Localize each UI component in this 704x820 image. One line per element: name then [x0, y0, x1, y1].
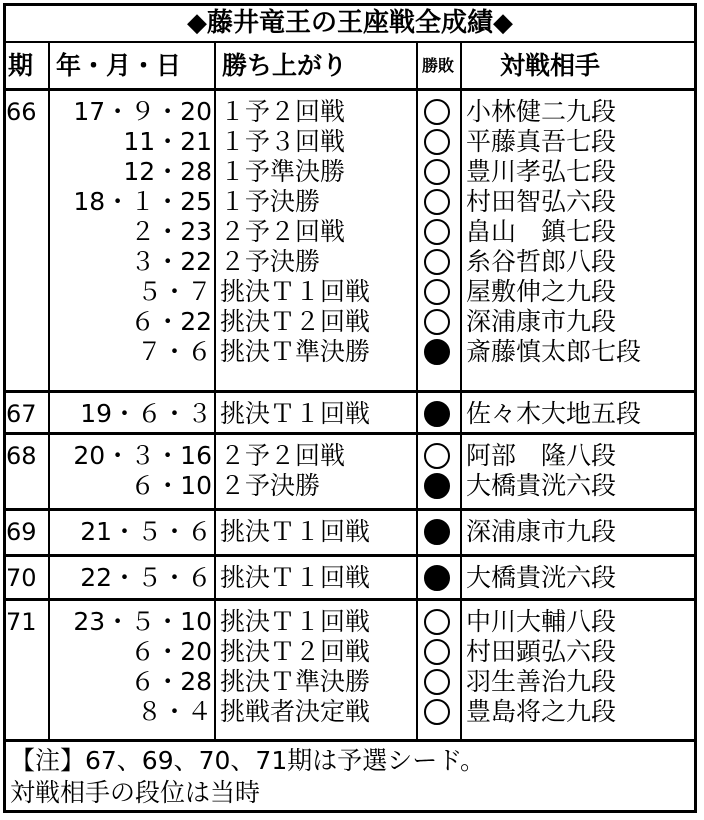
- row-stage: 挑決Ｔ２回戦: [220, 637, 371, 666]
- header-date: 年・月・日: [56, 51, 182, 80]
- row-opponent: 村田顕弘六段: [466, 637, 617, 666]
- row-opponent: 屋敷伸之九段: [466, 277, 617, 306]
- row-date: ６・10: [130, 471, 212, 500]
- row-opponent: 糸谷哲郎八段: [466, 247, 617, 276]
- loss-mark-icon: [424, 565, 450, 591]
- win-mark-icon: [424, 609, 450, 635]
- row-date: ２・23: [130, 217, 212, 246]
- group-divider: [3, 432, 697, 435]
- row-stage: 挑決Ｔ準決勝: [220, 667, 371, 696]
- footnote-line-1: 【注】67、69、70、71期は予選シード。: [10, 746, 485, 775]
- header-divider: [3, 88, 697, 91]
- header-period: 期: [8, 51, 34, 80]
- row-opponent: 豊島将之九段: [466, 697, 617, 726]
- row-date: 17・９・20: [73, 97, 212, 126]
- row-stage: 挑決Ｔ１回戦: [220, 517, 371, 546]
- loss-mark-icon: [424, 519, 450, 545]
- header-result: 勝敗: [421, 56, 454, 75]
- row-opponent: 大橋貴洸六段: [466, 563, 617, 592]
- row-date: ５・７: [136, 277, 212, 306]
- win-mark-icon: [424, 309, 450, 335]
- row-stage: ２予２回戦: [220, 441, 346, 470]
- win-mark-icon: [424, 129, 450, 155]
- row-date: ７・６: [136, 337, 212, 366]
- footnote-line-2: 対戦相手の段位は当時: [10, 778, 261, 807]
- row-opponent: 羽生善治九段: [466, 667, 617, 696]
- group-divider: [3, 508, 697, 511]
- row-stage: 挑戦者決定戦: [220, 697, 371, 726]
- loss-mark-icon: [424, 401, 450, 427]
- win-mark-icon: [424, 159, 450, 185]
- row-date: ６・22: [130, 307, 212, 336]
- row-date: ６・28: [130, 667, 212, 696]
- row-opponent: 深浦康市九段: [466, 307, 617, 336]
- row-stage: ２予２回戦: [220, 217, 346, 246]
- header-opponent: 対戦相手: [500, 51, 601, 80]
- row-period: 66: [6, 98, 37, 126]
- row-period: 68: [6, 442, 37, 470]
- row-stage: 挑決Ｔ１回戦: [220, 399, 371, 428]
- row-stage: １予３回戦: [220, 127, 346, 156]
- row-stage: 挑決Ｔ１回戦: [220, 607, 371, 636]
- group-divider: [3, 554, 697, 557]
- win-mark-icon: [424, 99, 450, 125]
- row-date: 23・５・10: [73, 607, 212, 636]
- header-stage: 勝ち上がり: [222, 51, 348, 80]
- row-opponent: 斎藤慎太郎七段: [466, 337, 642, 366]
- win-mark-icon: [424, 699, 450, 725]
- row-date: 20・３・16: [73, 441, 212, 470]
- row-period: 70: [6, 564, 37, 592]
- win-mark-icon: [424, 189, 450, 215]
- row-opponent: 深浦康市九段: [466, 517, 617, 546]
- row-stage: 挑決Ｔ１回戦: [220, 277, 371, 306]
- row-period: 67: [6, 400, 37, 428]
- row-opponent: 村田智弘六段: [466, 187, 617, 216]
- row-date: 19・６・３: [80, 399, 212, 428]
- win-mark-icon: [424, 279, 450, 305]
- win-mark-icon: [424, 639, 450, 665]
- row-date: 21・５・６: [80, 517, 212, 546]
- win-mark-icon: [424, 669, 450, 695]
- row-stage: 挑決Ｔ２回戦: [220, 307, 371, 336]
- row-date: 22・５・６: [80, 563, 212, 592]
- row-stage: 挑決Ｔ１回戦: [220, 563, 371, 592]
- row-date: ８・４: [136, 697, 212, 726]
- win-mark-icon: [424, 219, 450, 245]
- row-stage: ２予決勝: [220, 247, 321, 276]
- group-divider: [3, 598, 697, 601]
- group-divider: [3, 390, 697, 393]
- loss-mark-icon: [424, 473, 450, 499]
- row-stage: １予準決勝: [220, 157, 346, 186]
- row-opponent: 中川大輔八段: [466, 607, 617, 636]
- win-mark-icon: [424, 443, 450, 469]
- row-stage: 挑決Ｔ準決勝: [220, 337, 371, 366]
- page-title: ◆藤井竜王の王座戦全成績◆: [3, 3, 697, 43]
- row-date: ３・22: [130, 247, 212, 276]
- row-opponent: 畠山 鎮七段: [466, 217, 617, 246]
- row-opponent: 佐々木大地五段: [466, 399, 642, 428]
- win-mark-icon: [424, 249, 450, 275]
- row-opponent: 豊川孝弘七段: [466, 157, 617, 186]
- row-stage: １予２回戦: [220, 97, 346, 126]
- row-date: 18・１・25: [73, 187, 212, 216]
- row-stage: １予決勝: [220, 187, 321, 216]
- row-opponent: 小林健二九段: [466, 97, 617, 126]
- row-period: 71: [6, 608, 37, 636]
- row-stage: ２予決勝: [220, 471, 321, 500]
- row-date: 12・28: [123, 157, 212, 186]
- row-opponent: 平藤真吾七段: [466, 127, 617, 156]
- row-date: ６・20: [130, 637, 212, 666]
- row-opponent: 大橋貴洸六段: [466, 471, 617, 500]
- note-divider: [3, 739, 697, 742]
- loss-mark-icon: [424, 339, 450, 365]
- row-date: 11・21: [123, 127, 212, 156]
- row-opponent: 阿部 隆八段: [466, 441, 617, 470]
- row-period: 69: [6, 518, 37, 546]
